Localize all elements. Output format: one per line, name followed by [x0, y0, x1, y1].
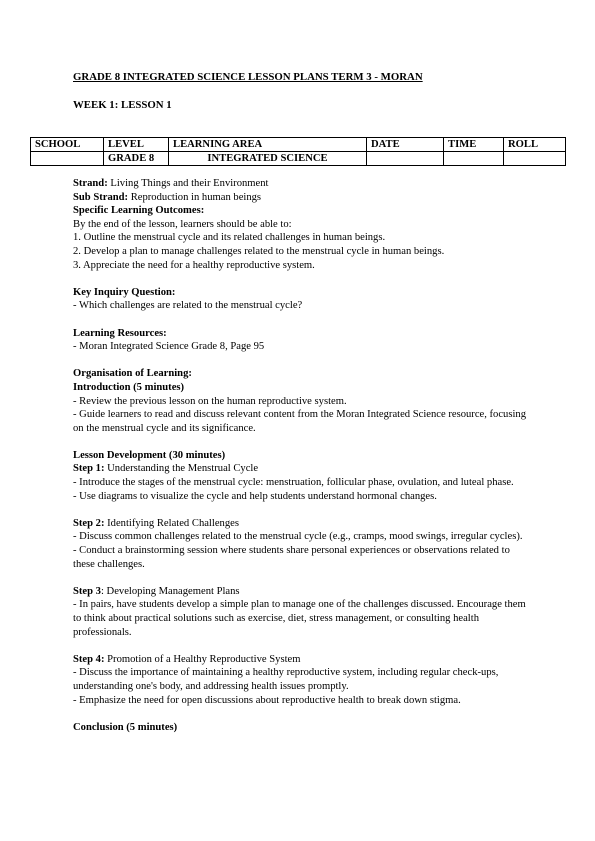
step-3-title — [73, 585, 533, 599]
inquiry-heading: Key Inquiry Question: — [73, 286, 176, 298]
cell-school — [31, 152, 104, 166]
introduction-item: - Review the previous lesson on the human reproductive system. — [73, 395, 347, 407]
cell-learning-area: INTEGRATED SCIENCE — [169, 152, 367, 166]
document-title: GRADE 8 INTEGRATED SCIENCE LESSON PLANS TERM 3 - MORAN — [73, 71, 423, 83]
step-2-title — [73, 517, 533, 531]
outcomes-intro: By the end of the lesson, learners should be able to: — [73, 218, 292, 230]
table-row — [31, 152, 566, 166]
step-label: Step 3 — [73, 585, 101, 597]
step-item: - Use diagrams to visualize the cycle and help students understand hormonal changes. — [73, 490, 437, 502]
step-item: - Emphasize the need for open discussions about reproductive health to break down stigma. — [73, 694, 461, 706]
outcomes-heading: Specific Learning Outcomes: — [73, 205, 205, 217]
cell-roll — [504, 152, 566, 166]
step-4-title — [73, 653, 533, 667]
outcome-item: 2. Develop a plan to manage challenges related to the menstrual cycle in human beings. — [73, 245, 445, 257]
step-label: Step 2: — [73, 517, 105, 529]
table-header-row — [31, 138, 566, 152]
sub-strand-value: Reproduction in human beings — [128, 191, 262, 203]
strand-label: Strand: — [73, 178, 108, 189]
strand-line — [73, 177, 533, 191]
header-learning-area: LEARNING AREA — [169, 138, 367, 152]
step-title: : Developing Management Plans — [100, 585, 240, 597]
step-label: Step 4: — [73, 653, 105, 665]
development-heading: Lesson Development (30 minutes) — [73, 449, 226, 461]
step-item: - Discuss common challenges related to the menstrual cycle (e.g., cramps, mood swings, irregular cycles). — [73, 531, 523, 543]
introduction-heading: Introduction (5 minutes) — [73, 381, 185, 393]
strand-value: Living Things and their Environment — [107, 178, 269, 189]
cell-level: GRADE 8 — [104, 152, 169, 166]
lesson-info-table — [30, 137, 566, 166]
header-school: SCHOOL — [31, 138, 104, 152]
step-title: Understanding the Menstrual Cycle — [104, 463, 259, 475]
step-item: - In pairs, have students develop a simple plan to manage one of the challenges discussed. Encourage them to think about practical solutions such as exercise, diet, stress management, or consulting health professionals. — [73, 599, 526, 638]
step-title: Identifying Related Challenges — [104, 517, 239, 529]
week-lesson-heading: WEEK 1: LESSON 1 — [73, 99, 172, 111]
step-label: Step 1: — [73, 463, 105, 475]
sub-strand-line — [73, 191, 533, 205]
step-1-title — [73, 462, 533, 476]
step-item: - Conduct a brainstorming session where students share personal experiences or observations related to these challenges. — [73, 545, 510, 570]
inquiry-item: - Which challenges are related to the menstrual cycle? — [73, 300, 303, 312]
outcome-item: 1. Outline the menstrual cycle and its related challenges in human beings. — [73, 232, 386, 244]
resources-heading: Learning Resources: — [73, 327, 167, 339]
resource-item: - Moran Integrated Science Grade 8, Page 95 — [73, 341, 265, 353]
header-roll: ROLL — [504, 138, 566, 152]
lesson-content — [73, 177, 533, 734]
cell-date — [367, 152, 444, 166]
sub-strand-label: Sub Strand: — [73, 191, 129, 203]
conclusion-heading: Conclusion (5 minutes) — [73, 721, 178, 733]
header-level: LEVEL — [104, 138, 169, 152]
cell-time — [444, 152, 504, 166]
step-item: - Introduce the stages of the menstrual cycle: menstruation, follicular phase, ovulation, and luteal phase. — [73, 477, 514, 489]
organisation-heading: Organisation of Learning: — [73, 368, 192, 380]
introduction-item: - Guide learners to read and discuss relevant content from the Moran Integrated Science resource, focusing on the menstrual cycle and its significance. — [73, 409, 527, 434]
step-title: Promotion of a Healthy Reproductive System — [104, 653, 301, 665]
header-time: TIME — [444, 138, 504, 152]
outcome-item: 3. Appreciate the need for a healthy reproductive system. — [73, 259, 315, 271]
step-item: - Discuss the importance of maintaining a healthy reproductive system, including regular check-ups, understanding one's body, and addressing health issues promptly. — [73, 667, 499, 692]
header-date: DATE — [367, 138, 444, 152]
